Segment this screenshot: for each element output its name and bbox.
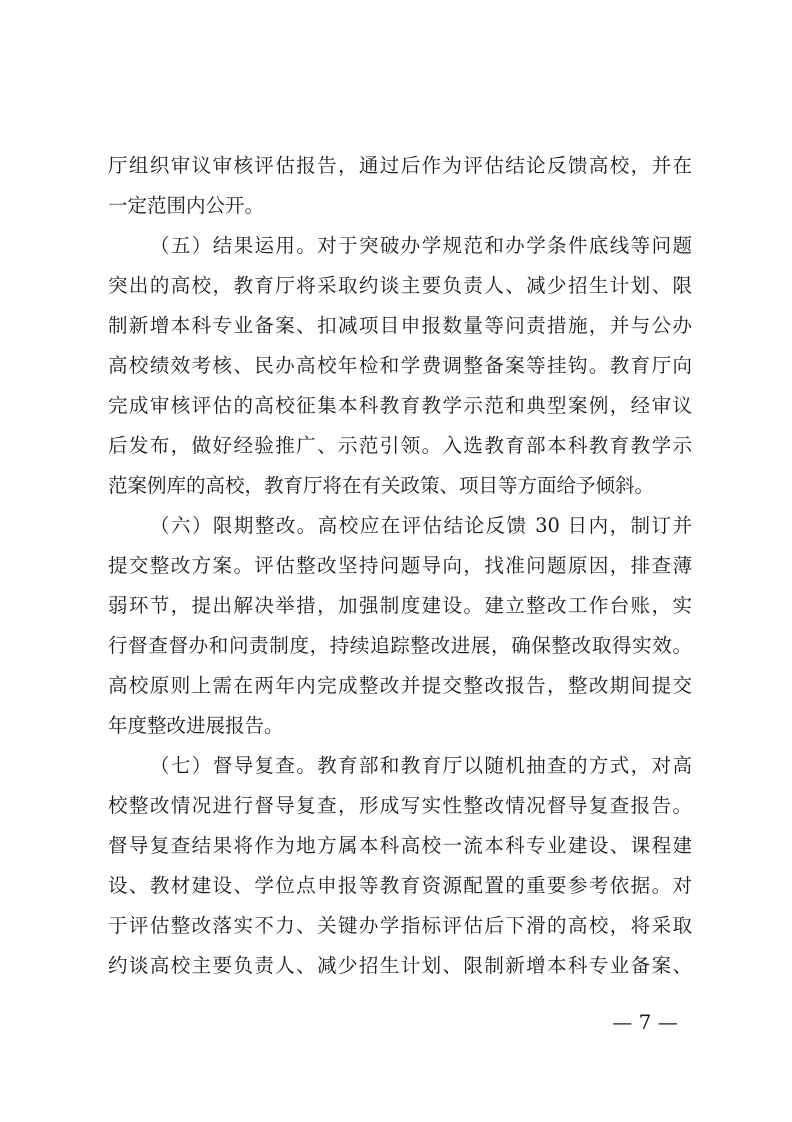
text-line: 行督查督办和问责制度，持续追踪整改进展，确保整改取得实效。 — [108, 634, 692, 657]
text-line: 范案例库的高校，教育厅将在有关政策、项目等方面给予倾斜。 — [108, 474, 655, 497]
text-line: 一定范围内公开。 — [108, 194, 265, 217]
text-line: 约谈高校主要负责人、减少招生计划、限制新增本科专业备案、 — [108, 954, 692, 977]
text-line: 校整改情况进行督导复查，形成写实性整改情况督导复查报告。 — [108, 794, 692, 817]
section-heading-seven: （七）督导复查。教育部和教育厅以随机抽查的方式，对高 — [150, 754, 692, 777]
text-line: 高校原则上需在两年内完成整改并提交整改报告，整改期间提交 — [108, 674, 692, 697]
text-line: 设、教材建设、学位点申报等教育资源配置的重要参考依据。对 — [108, 874, 692, 897]
section-heading-six: （六）限期整改。高校应在评估结论反馈 30 日内，制订并 — [150, 514, 692, 537]
text-line: 年度整改进展报告。 — [108, 714, 284, 737]
text-line: 突出的高校，教育厅将采取约谈主要负责人、减少招生计划、限 — [108, 274, 692, 297]
text-line: 于评估整改落实不力、关键办学指标评估后下滑的高校，将采取 — [108, 914, 692, 937]
text-line: 厅组织审议审核评估报告，通过后作为评估结论反馈高校，并在 — [108, 154, 692, 177]
text-line: 完成审核评估的高校征集本科教育教学示范和典型案例，经审议 — [108, 394, 692, 417]
text-line: 制新增本科专业备案、扣减项目申报数量等问责措施，并与公办 — [108, 314, 692, 337]
text-line: 提交整改方案。评估整改坚持问题导向，找准问题原因，排查薄 — [108, 554, 692, 577]
text-line: 督导复查结果将作为地方属本科高校一流本科专业建设、课程建 — [108, 834, 692, 857]
section-heading-five: （五）结果运用。对于突破办学规范和办学条件底线等问题 — [150, 234, 692, 257]
text-line: 高校绩效考核、民办高校年检和学费调整备案等挂钩。教育厅向 — [108, 354, 692, 377]
text-line: 弱环节，提出解决举措，加强制度建设。建立整改工作台账，实 — [108, 594, 692, 617]
page-number: — 7 — — [612, 1010, 678, 1034]
text-line: 后发布，做好经验推广、示范引领。入选教育部本科教育教学示 — [108, 434, 692, 457]
